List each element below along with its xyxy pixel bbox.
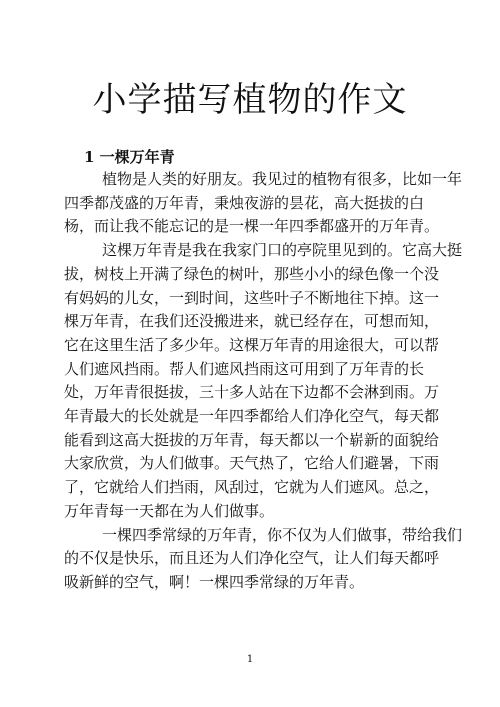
- text-line: 人们遮风挡雨。帮人们遮风挡雨这可用到了万年青的长: [64, 359, 425, 378]
- text-line: 能看到这高大挺拔的万年青，每天都以一个崭新的面貌给: [64, 430, 440, 449]
- text-line: 大家欣赏，为人们做事。天气热了，它给人们避暑，下雨: [64, 454, 440, 473]
- text-line: 杨，而让我不能忘记的是一棵一年四季都盛开的万年青。: [64, 217, 440, 236]
- text-line: 一棵四季常绿的万年青，你不仅为人们做事，带给我们: [102, 525, 463, 544]
- text-line: 处，万年青很挺拔，三十多人站在下边都不会淋到雨。万: [64, 383, 440, 402]
- text-line: 这棵万年青是我在我家门口的亭院里见到的。它高大挺: [102, 241, 463, 260]
- document-title: 小学描写植物的作文: [92, 80, 408, 120]
- text-line: 有妈妈的儿女，一到时间，这些叶子不断地往下掉。这一: [64, 288, 440, 307]
- page-number: 1: [246, 654, 254, 665]
- text-line: 万年青每一天都在为人们做事。: [64, 501, 275, 520]
- section-heading: 1 一棵万年青: [84, 148, 175, 166]
- text-line: 它在这里生活了多少年。这棵万年青的用途很大，可以帮: [64, 335, 440, 354]
- body-text: [64, 168, 463, 595]
- text-line: 的不仅是快乐，而且还为人们净化空气，让人们每天都呼: [64, 549, 440, 568]
- paragraph-1: [64, 168, 463, 239]
- text-line: 拔，树枝上开满了绿色的树叶，那些小小的绿色像一个没: [64, 264, 440, 283]
- text-line: 年青最大的长处就是一年四季都给人们净化空气，每天都: [64, 407, 440, 426]
- text-line: 四季都茂盛的万年青，秉烛夜游的昙花，高大挺拔的白: [64, 193, 425, 212]
- text-line: 吸新鲜的空气，啊！一棵四季常绿的万年青。: [64, 572, 365, 591]
- paragraph-3: [64, 524, 463, 595]
- text-line: 棵万年青，在我们还没搬进来，就已经存在，可想而知，: [64, 312, 440, 331]
- text-line: 了，它就给人们挡雨，风刮过，它就为人们遮风。总之，: [64, 478, 440, 497]
- paragraph-2: [64, 239, 463, 523]
- text-line: 植物是人类的好朋友。我见过的植物有很多，比如一年: [102, 170, 463, 188]
